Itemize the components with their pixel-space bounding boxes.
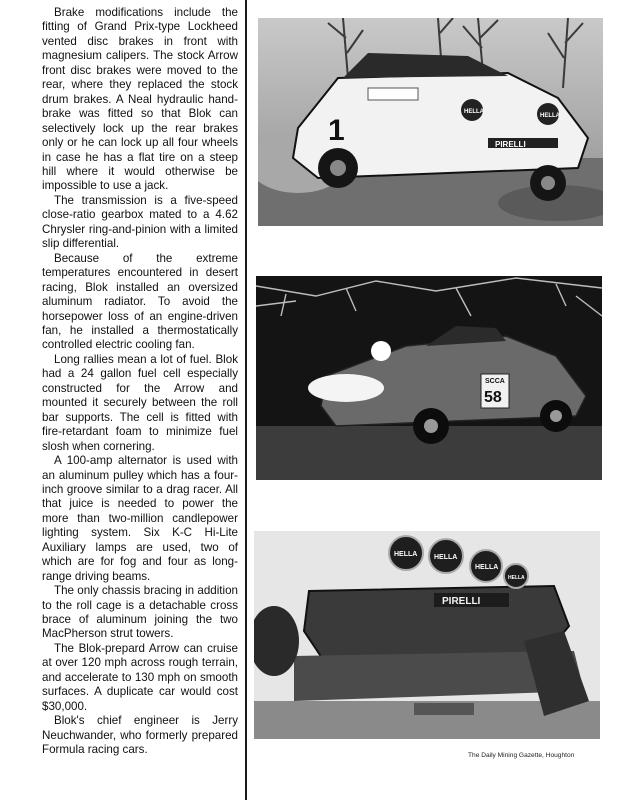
- paragraph-performance: The Blok-prepard Arrow can cruise at over 120 mph across rough terrain, and accelerate to 130 mph on smooth surfaces. A duplicate car would cost $30,000.: [42, 641, 238, 713]
- pirelli-hood-text: PIRELLI: [495, 140, 526, 149]
- paragraph-engineer: Blok's chief engineer is Jerry Neuchwander, who formerly prepared Formula racing cars.: [42, 714, 238, 757]
- hella-lamp-text-top-right: HELLA: [540, 113, 560, 119]
- pirelli-bumper-text: PIRELLI: [442, 596, 481, 607]
- paragraph-transmission: The transmission is a five-speed close-ratio gearbox mated to a 4.62 Chrysler ring-and-pinion with a limited slip differential.: [42, 193, 238, 251]
- car-number-58: 58: [484, 389, 502, 406]
- photo-crew-under-car: [254, 531, 600, 739]
- hella-lamp-text-2: HELLA: [434, 554, 458, 561]
- column-divider: [245, 0, 247, 800]
- door-number: 1: [328, 114, 345, 147]
- photo-rally-car-dirt: [258, 18, 603, 226]
- photo-rally-car-night: [256, 276, 602, 480]
- paragraph-cooling: Because of the extreme temperatures encountered in desert racing, Blok installed an oversized aluminum radiator. To avoid the horsepower loss of an engine-driven fan, he installed a thermostatically controlled electric cooling fan.: [42, 251, 238, 352]
- paragraph-chassis: The only chassis bracing in addition to the roll cage is a detachable cross brace of aluminum joining the two MacPherson strut towers.: [42, 584, 238, 641]
- article-column: [42, 6, 238, 758]
- photo-credit: The Daily Mining Gazette, Houghton: [468, 752, 575, 759]
- hella-lamp-text-1: HELLA: [394, 551, 418, 558]
- hella-lamp-text-3: HELLA: [475, 564, 499, 571]
- hella-lamp-text-4: HELLA: [508, 575, 525, 581]
- scca-plate-label: SCCA: [485, 378, 505, 385]
- hella-lamp-text-top-left: HELLA: [464, 109, 484, 115]
- paragraph-fuel: Long rallies mean a lot of fuel. Blok had a 24 gallon fuel cell especially constructed for the Arrow and mounted it securely between the roll bar supports. The cell is fitted with fire-retardant foam to minimize fuel slosh when cornering.: [42, 352, 238, 453]
- paragraph-electrical: A 100-amp alternator is used with an aluminum pulley which has a four-inch groove similar to a drag racer. All that juice is needed to power the more than two-million candlepower lighting system. Six K-C Hi-Lite Auxiliary lamps are used, two of which are for fog and four as long-range driving beams.: [42, 454, 238, 583]
- paragraph-brakes: Brake modifications include the fitting of Grand Prix-type Lockheed vented disc brakes in front with magnesium calipers. The stock Arrow front disc brakes were moved to the rear, where they replaced the stock drum brakes. A Neal hydraulic hand-brake was fitted so that Blok can selectively lock up the rear brakes only or he can lock up all four wheels in case he has a flat tire on a steep hill where it would otherwise be impossible to use a jack.: [42, 6, 238, 193]
